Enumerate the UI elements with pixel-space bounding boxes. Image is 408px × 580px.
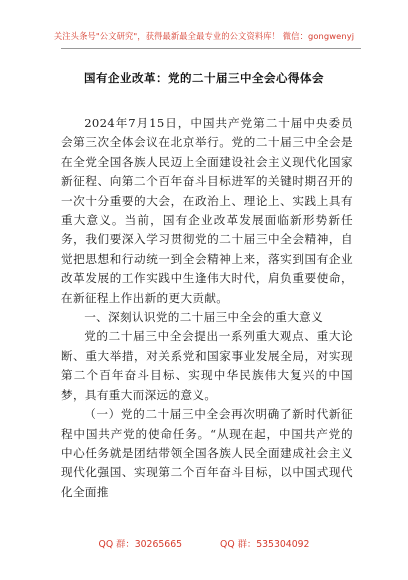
paragraph-mission: （一）党的二十届三中全会再次明确了新时代新征程中国共产党的使命任务。“从现在起，中国共产党的中心任务就是团结带领全国各族人民全面建成社会主义现代化强国、实现第二个百年奋斗目标，以中国式现代化全面推	[61, 407, 353, 499]
footer-contact	[0, 536, 408, 550]
section-heading: 一、深刻认识党的二十届三中全会的重大意义	[84, 310, 324, 325]
qq-group-2: QQ 群：535304092	[220, 539, 310, 550]
paragraph-intro: 2024年7月15日，中国共产党第二十届中央委员会第三次全体会议在北京举行。党的二十届三中全会是在全党全国各族人民迈上全面建设社会主义现代化国家新征程、向第二个百年奋斗目标进军的关键时期召开的一次十分重要的大会，在政治上、理论上、实践上具有重大意义。当前，国有企业改革发展面临新形势新任务，我们要深入学习贯彻党的二十届三中全会精神，自觉把思想和行动统一到全会精神上来，落实到国有企业改革发展的工作实践中生逢伟大时代，肩负重要使命，在新征程上作出新的更大贡献。	[61, 116, 353, 305]
qq-group-1: QQ 群：30265665	[98, 539, 183, 550]
header-divider	[61, 48, 361, 49]
paragraph-significance: 党的二十届三中全会提出一系列重大观点、重大论断、重大举措，对关系党和国家事业发展全局，对实现第二个百年奋斗目标、实现中华民族伟大复兴的中国梦，具有重大而深远的意义。	[61, 329, 353, 402]
header-note: 关注头条号"公文研究"，获得最新最全最专业的公文资料库！ 微信：gongwenyj	[53, 31, 355, 41]
document-title: 国有企业改革：党的二十届三中全会心得体会	[84, 71, 324, 85]
document-body	[61, 114, 353, 502]
